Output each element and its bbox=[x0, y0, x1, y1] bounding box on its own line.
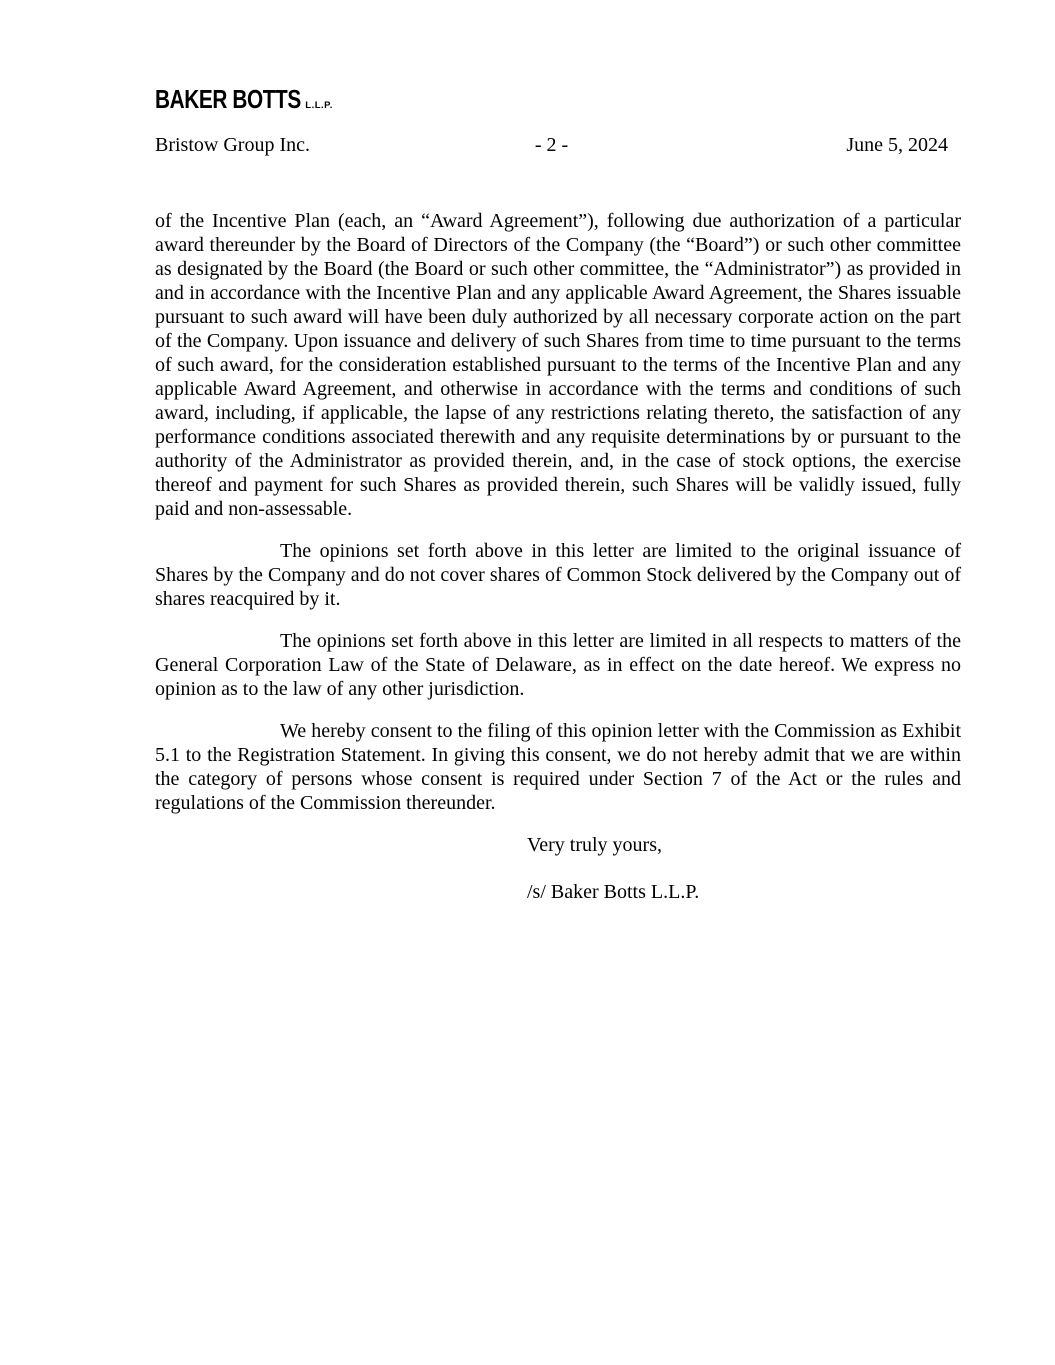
page-number: - 2 - bbox=[534, 134, 569, 156]
letter-date: June 5, 2024 bbox=[846, 134, 949, 156]
paragraph-opinions-original-issuance: The opinions set forth above in this letter are limited to the original issuance of Shares by the Company and do not cover shares of Common Stock delivered by the Company out of shares reacquired by it. bbox=[155, 540, 961, 610]
logo-llp-suffix: L.L.P. bbox=[305, 100, 333, 111]
logo-wordmark: BAKER BOTTS bbox=[155, 84, 301, 114]
letter-header bbox=[155, 133, 961, 157]
paragraph-consent: We hereby consent to the filing of this opinion letter with the Commission as Exhibit 5.1 to the Registration Statement. In giving this consent, we do not hereby admit that we are within the category of persons whose consent is required under Section 7 of the Act or the rules and regulations of the Commission thereunder. bbox=[155, 720, 961, 814]
paragraph-continued: of the Incentive Plan (each, an “Award Agreement”), following due authorization of a particular award thereunder by the Board of Directors of the Company (the “Board”) or such other committee as designated by the Board (the Board or such other committee, the “Administrator”) as provided in and in accordance with the Incentive Plan and any applicable Award Agreement, the Shares issuable pursuant to such award will have been duly authorized by all necessary corporate action on the part of the Company. Upon issuance and delivery of such Shares from time to time pursuant to the terms of such award, for the consideration established pursuant to the terms of the Incentive Plan and any applicable Award Agreement, and otherwise in accordance with the terms and conditions of such award, including, if applicable, the lapse of any restrictions relating thereto, the satisfaction of any performance conditions associated therewith and any requisite determinations by or pursuant to the authority of the Administrator as provided therein, and, in the case of stock options, the exercise thereof and payment for such Shares as provided therein, such Shares will be validly issued, fully paid and non-assessable. bbox=[155, 210, 961, 520]
closing-block bbox=[527, 833, 961, 904]
signature-line: /s/ Baker Botts L.L.P. bbox=[527, 881, 700, 903]
paragraph-delaware-law: The opinions set forth above in this letter are limited in all respects to matters of the General Corporation Law of the State of Delaware, as in effect on the date hereof. We express no opinion as to the law of any other jurisdiction. bbox=[155, 630, 961, 700]
letter-body bbox=[155, 209, 961, 815]
closing-salutation: Very truly yours, bbox=[527, 834, 662, 856]
baker-botts-logo bbox=[155, 84, 961, 117]
addressee-name: Bristow Group Inc. bbox=[155, 134, 310, 156]
